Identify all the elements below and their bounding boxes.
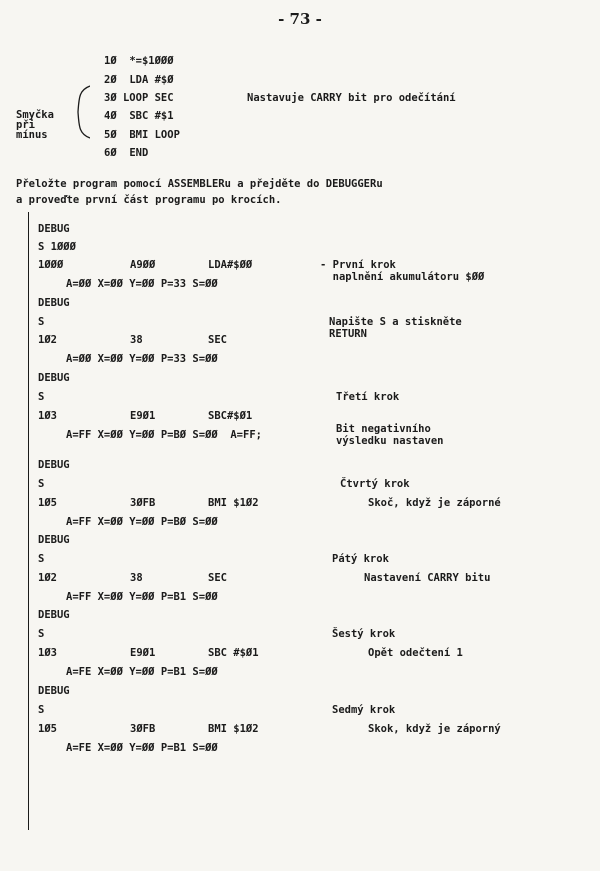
debug-prompt: DEBUG bbox=[38, 223, 70, 235]
debug-command: S bbox=[38, 628, 45, 640]
step-note: Třetí krok bbox=[336, 391, 400, 403]
step-instr: SEC bbox=[208, 572, 227, 584]
step-regs: A=FE X=ØØ Y=ØØ P=B1 S=ØØ bbox=[66, 742, 218, 754]
program-line: 4Ø SBC #$1 bbox=[104, 110, 174, 122]
debug-command: S bbox=[38, 553, 45, 565]
step-bytes: 38 bbox=[130, 334, 143, 346]
step-bytes: 3ØFB bbox=[130, 723, 156, 735]
step-bytes: 38 bbox=[130, 572, 143, 584]
step-bytes: E9Ø1 bbox=[130, 410, 156, 422]
debug-prompt: DEBUG bbox=[38, 372, 70, 384]
step-addr: 1Ø2 bbox=[38, 334, 57, 346]
step-addr: 1Ø2 bbox=[38, 572, 57, 584]
program-line: 2Ø LDA #$Ø bbox=[104, 74, 174, 86]
instruction-line: Přeložte program pomocí ASSEMBLERu a přejděte do DEBUGGERu bbox=[16, 178, 383, 190]
debug-command: S bbox=[38, 704, 45, 716]
step-instr: SBC#$Ø1 bbox=[208, 410, 253, 422]
step-note: Šestý krok bbox=[332, 628, 396, 640]
step-regs: A=FF X=ØØ Y=ØØ P=BØ S=ØØ A=FF; bbox=[66, 429, 262, 441]
step-addr: 1Ø3 bbox=[38, 410, 57, 422]
step-bytes: E9Ø1 bbox=[130, 647, 156, 659]
step-note: naplnění akumulátoru $ØØ bbox=[320, 271, 485, 283]
step-note: Nastavení CARRY bitu bbox=[364, 572, 491, 584]
step-note: Skoč, když je záporné bbox=[368, 497, 501, 509]
debug-prompt: DEBUG bbox=[38, 534, 70, 546]
program-line: 3Ø LOOP SEC bbox=[104, 92, 174, 104]
step-instr: BMI $1Ø2 bbox=[208, 497, 259, 509]
step-instr: LDA#$ØØ bbox=[208, 259, 253, 271]
program-line: 6Ø END bbox=[104, 147, 149, 159]
instruction-line: a proveďte první část programu po krocích. bbox=[16, 194, 282, 206]
step-instr: SEC bbox=[208, 334, 227, 346]
step-regs: A=FE X=ØØ Y=ØØ P=B1 S=ØØ bbox=[66, 666, 218, 678]
step-note: Sedmý krok bbox=[332, 704, 396, 716]
step-note: - První krok bbox=[320, 259, 396, 271]
step-regs: A=FF X=ØØ Y=ØØ P=B1 S=ØØ bbox=[66, 591, 218, 603]
step-note: Pátý krok bbox=[332, 553, 389, 565]
program-line: 5Ø BMI LOOP bbox=[104, 129, 180, 141]
transcript-left-rule bbox=[28, 212, 29, 830]
step-note: Napište S a stiskněte bbox=[329, 316, 462, 328]
step-addr: 1Ø5 bbox=[38, 723, 57, 735]
debug-command: S bbox=[38, 316, 45, 328]
program-line: 1Ø *=$1ØØØ bbox=[104, 55, 174, 67]
step-regs: A=FF X=ØØ Y=ØØ P=BØ S=ØØ bbox=[66, 516, 218, 528]
step-note: Bit negativního bbox=[336, 423, 431, 435]
step-note: výsledku nastaven bbox=[336, 435, 444, 447]
debug-prompt: DEBUG bbox=[38, 297, 70, 309]
step-note: Čtvrtý krok bbox=[340, 478, 410, 490]
step-note: RETURN bbox=[329, 328, 367, 340]
debug-command: S 1ØØØ bbox=[38, 241, 76, 253]
step-note: Opět odečtení 1 bbox=[368, 647, 463, 659]
debug-prompt: DEBUG bbox=[38, 685, 70, 697]
debug-prompt: DEBUG bbox=[38, 609, 70, 621]
debug-command: S bbox=[38, 478, 45, 490]
loop-brace-icon bbox=[76, 84, 90, 140]
step-bytes: A9ØØ bbox=[130, 259, 156, 271]
step-instr: SBC #$Ø1 bbox=[208, 647, 259, 659]
step-instr: BMI $1Ø2 bbox=[208, 723, 259, 735]
loop-label: Smyčka při mínus bbox=[16, 109, 54, 141]
step-addr: 1ØØØ bbox=[38, 259, 64, 271]
step-note: Skok, když je záporný bbox=[368, 723, 501, 735]
debug-command: S bbox=[38, 391, 45, 403]
step-bytes: 3ØFB bbox=[130, 497, 156, 509]
step-addr: 1Ø5 bbox=[38, 497, 57, 509]
program-comment: Nastavuje CARRY bit pro odečítání bbox=[247, 92, 456, 104]
page-number: - 73 - bbox=[278, 10, 322, 28]
step-addr: 1Ø3 bbox=[38, 647, 57, 659]
step-regs: A=ØØ X=ØØ Y=ØØ P=33 S=ØØ bbox=[66, 353, 218, 365]
step-regs: A=ØØ X=ØØ Y=ØØ P=33 S=ØØ bbox=[66, 278, 218, 290]
debug-prompt: DEBUG bbox=[38, 459, 70, 471]
